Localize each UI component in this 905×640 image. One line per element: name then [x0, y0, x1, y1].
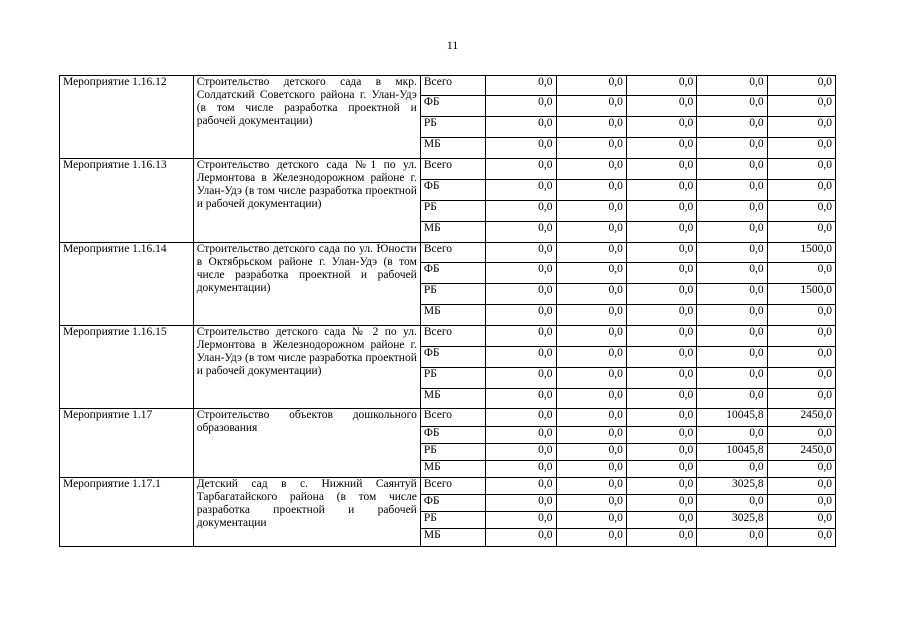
value-cell: 0,0: [486, 222, 556, 243]
value-cell: 0,0: [697, 76, 767, 96]
value-cell: 0,0: [697, 201, 767, 222]
value-cell: 0,0: [697, 159, 767, 180]
value-cell: 0,0: [626, 76, 696, 96]
value-cell: 0,0: [486, 512, 556, 529]
value-cell: 0,0: [767, 96, 835, 117]
funding-source-cell: МБ: [420, 529, 485, 547]
value-cell: 0,0: [486, 409, 556, 427]
value-cell: 0,0: [486, 243, 556, 263]
page-number: 11: [446, 38, 459, 52]
value-cell: 0,0: [486, 427, 556, 444]
funding-source-cell: ФБ: [420, 96, 485, 117]
funding-source-cell: ФБ: [420, 347, 485, 368]
value-cell: 0,0: [556, 461, 626, 478]
value-cell: 0,0: [626, 222, 696, 243]
description-cell: Строительство детского сада по ул. Юности в Октябрьском районе г. Улан-Удэ (в том числе разработка проектной и рабочей документации): [193, 243, 420, 326]
funding-source-cell: ФБ: [420, 180, 485, 201]
value-cell: 0,0: [556, 222, 626, 243]
value-cell: 0,0: [767, 180, 835, 201]
value-cell: 0,0: [626, 512, 696, 529]
value-cell: 0,0: [486, 444, 556, 461]
value-cell: 0,0: [486, 529, 556, 547]
value-cell: 0,0: [556, 201, 626, 222]
description-cell: Детский сад в с. Нижний Саянтуй Тарбагатайского района (в том числе разработка проектной и рабочей документации: [193, 478, 420, 547]
value-cell: 0,0: [767, 389, 835, 409]
value-cell: 0,0: [626, 284, 696, 305]
value-cell: 0,0: [486, 76, 556, 96]
value-cell: 0,0: [767, 478, 835, 495]
table-row: [60, 243, 836, 263]
value-cell: 0,0: [767, 495, 835, 512]
value-cell: 1500,0: [767, 243, 835, 263]
value-cell: 0,0: [556, 117, 626, 138]
funding-source-cell: ФБ: [420, 427, 485, 444]
value-cell: 0,0: [697, 305, 767, 326]
value-cell: 3025,8: [697, 512, 767, 529]
value-cell: 0,0: [697, 180, 767, 201]
funding-source-cell: МБ: [420, 389, 485, 409]
funding-source-cell: Всего: [420, 159, 485, 180]
funding-source-cell: ФБ: [420, 263, 485, 284]
value-cell: 0,0: [697, 326, 767, 347]
value-cell: 10045,8: [697, 409, 767, 427]
funding-source-cell: РБ: [420, 368, 485, 389]
funding-source-cell: ФБ: [420, 495, 485, 512]
table-row: [60, 326, 836, 347]
value-cell: 0,0: [626, 305, 696, 326]
value-cell: 0,0: [626, 201, 696, 222]
funding-source-cell: МБ: [420, 222, 485, 243]
description-cell: Строительство детского сада № 2 по ул. Лермонтова в Железнодорожном районе г. Улан-Удэ (в том числе разработка проектной и рабочей документации): [193, 326, 420, 409]
value-cell: 0,0: [486, 368, 556, 389]
value-cell: 0,0: [556, 305, 626, 326]
value-cell: 0,0: [697, 243, 767, 263]
value-cell: 0,0: [486, 96, 556, 117]
value-cell: 0,0: [767, 512, 835, 529]
description-cell: Строительство объектов дошкольного образования: [193, 409, 420, 478]
value-cell: 0,0: [486, 263, 556, 284]
table-row: [60, 76, 836, 96]
value-cell: 1500,0: [767, 284, 835, 305]
value-cell: 0,0: [626, 529, 696, 547]
value-cell: 0,0: [697, 117, 767, 138]
value-cell: 0,0: [626, 263, 696, 284]
funding-source-cell: РБ: [420, 117, 485, 138]
funding-source-cell: РБ: [420, 284, 485, 305]
value-cell: 0,0: [697, 495, 767, 512]
value-cell: 0,0: [767, 117, 835, 138]
value-cell: 0,0: [697, 222, 767, 243]
value-cell: 0,0: [767, 326, 835, 347]
value-cell: 0,0: [697, 263, 767, 284]
funding-table: [59, 75, 836, 547]
table-row: [60, 409, 836, 427]
value-cell: 0,0: [697, 96, 767, 117]
value-cell: 0,0: [767, 347, 835, 368]
measure-cell: Мероприятие 1.17: [60, 409, 194, 478]
funding-source-cell: РБ: [420, 201, 485, 222]
funding-source-cell: РБ: [420, 512, 485, 529]
value-cell: 0,0: [626, 326, 696, 347]
value-cell: 0,0: [626, 138, 696, 159]
value-cell: 0,0: [556, 409, 626, 427]
value-cell: 0,0: [486, 138, 556, 159]
value-cell: 0,0: [697, 138, 767, 159]
value-cell: 0,0: [767, 76, 835, 96]
value-cell: 0,0: [556, 180, 626, 201]
description-cell: Строительство детского сада №1 по ул. Лермонтова в Железнодорожном районе г. Улан-Удэ (в том числе разработка проектной и рабочей документации): [193, 159, 420, 243]
measure-cell: Мероприятие 1.16.12: [60, 76, 194, 159]
value-cell: 0,0: [767, 427, 835, 444]
measure-cell: Мероприятие 1.17.1: [60, 478, 194, 547]
funding-source-cell: МБ: [420, 138, 485, 159]
value-cell: 0,0: [486, 389, 556, 409]
funding-source-cell: Всего: [420, 326, 485, 347]
value-cell: 0,0: [626, 117, 696, 138]
value-cell: 0,0: [486, 284, 556, 305]
funding-source-cell: Всего: [420, 478, 485, 495]
value-cell: 0,0: [626, 368, 696, 389]
value-cell: 0,0: [767, 222, 835, 243]
value-cell: 0,0: [556, 495, 626, 512]
value-cell: 0,0: [626, 389, 696, 409]
funding-source-cell: Всего: [420, 409, 485, 427]
value-cell: 0,0: [486, 478, 556, 495]
value-cell: 0,0: [556, 368, 626, 389]
value-cell: 0,0: [626, 427, 696, 444]
value-cell: 0,0: [697, 347, 767, 368]
value-cell: 0,0: [556, 284, 626, 305]
value-cell: 3025,8: [697, 478, 767, 495]
value-cell: 0,0: [556, 263, 626, 284]
funding-source-cell: Всего: [420, 76, 485, 96]
value-cell: 0,0: [767, 201, 835, 222]
value-cell: 0,0: [486, 495, 556, 512]
value-cell: 0,0: [626, 180, 696, 201]
value-cell: 0,0: [626, 444, 696, 461]
value-cell: 0,0: [556, 389, 626, 409]
value-cell: 0,0: [556, 347, 626, 368]
value-cell: 0,0: [556, 427, 626, 444]
value-cell: 0,0: [556, 243, 626, 263]
value-cell: 2450,0: [767, 409, 835, 427]
measure-cell: Мероприятие 1.16.13: [60, 159, 194, 243]
value-cell: 0,0: [697, 368, 767, 389]
value-cell: 0,0: [626, 409, 696, 427]
value-cell: 0,0: [767, 159, 835, 180]
value-cell: 0,0: [486, 461, 556, 478]
table-row: [60, 159, 836, 180]
value-cell: 0,0: [486, 159, 556, 180]
measure-cell: Мероприятие 1.16.14: [60, 243, 194, 326]
value-cell: 0,0: [556, 96, 626, 117]
value-cell: 0,0: [626, 495, 696, 512]
value-cell: 0,0: [556, 76, 626, 96]
value-cell: 0,0: [486, 326, 556, 347]
funding-source-cell: Всего: [420, 243, 485, 263]
value-cell: 0,0: [767, 305, 835, 326]
value-cell: 0,0: [556, 478, 626, 495]
value-cell: 0,0: [697, 529, 767, 547]
value-cell: 0,0: [767, 529, 835, 547]
funding-source-cell: МБ: [420, 461, 485, 478]
value-cell: 0,0: [486, 347, 556, 368]
value-cell: 0,0: [626, 96, 696, 117]
value-cell: 0,0: [626, 478, 696, 495]
value-cell: 0,0: [626, 461, 696, 478]
value-cell: 0,0: [767, 461, 835, 478]
value-cell: 0,0: [697, 284, 767, 305]
funding-source-cell: РБ: [420, 444, 485, 461]
value-cell: 0,0: [486, 201, 556, 222]
value-cell: 2450,0: [767, 444, 835, 461]
table-row: [60, 478, 836, 495]
value-cell: 0,0: [697, 427, 767, 444]
value-cell: 0,0: [486, 117, 556, 138]
value-cell: 0,0: [626, 347, 696, 368]
table-body: [60, 76, 836, 547]
description-cell: Строительство детского сада в мкр. Солдатский Советского района г. Улан-Удэ (в том числе разработка проектной и рабочей документации): [193, 76, 420, 159]
value-cell: 10045,8: [697, 444, 767, 461]
value-cell: 0,0: [626, 159, 696, 180]
value-cell: 0,0: [556, 512, 626, 529]
value-cell: 0,0: [767, 368, 835, 389]
value-cell: 0,0: [556, 529, 626, 547]
funding-source-cell: МБ: [420, 305, 485, 326]
value-cell: 0,0: [626, 243, 696, 263]
value-cell: 0,0: [556, 159, 626, 180]
value-cell: 0,0: [767, 263, 835, 284]
value-cell: 0,0: [697, 461, 767, 478]
value-cell: 0,0: [767, 138, 835, 159]
value-cell: 0,0: [697, 389, 767, 409]
value-cell: 0,0: [486, 305, 556, 326]
measure-cell: Мероприятие 1.16.15: [60, 326, 194, 409]
value-cell: 0,0: [556, 326, 626, 347]
value-cell: 0,0: [486, 180, 556, 201]
value-cell: 0,0: [556, 444, 626, 461]
value-cell: 0,0: [556, 138, 626, 159]
